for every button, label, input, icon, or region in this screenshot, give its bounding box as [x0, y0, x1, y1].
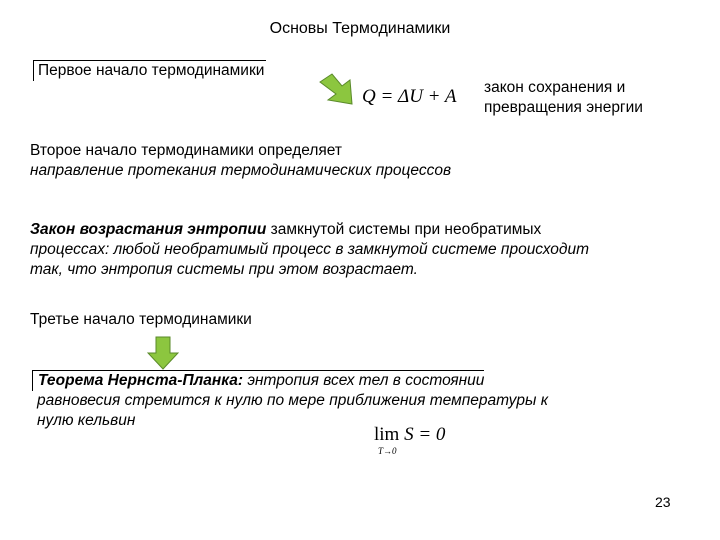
theorem-line2: равновесия стремится к нулю по мере приближения температуры к — [37, 392, 549, 409]
second-law-heading-rest: определяет — [253, 142, 342, 159]
first-law-note-line1: закон сохранения и — [484, 79, 626, 96]
theorem-term: Теорема Нернста-Планка: — [38, 372, 244, 389]
second-law-heading: Второе начало термодинамики — [30, 142, 254, 159]
second-law-line1 — [30, 141, 342, 161]
entropy-law-rest: замкнутой системы при необратимых — [266, 221, 542, 238]
third-law-heading: Третье начало термодинамики — [30, 311, 252, 328]
entropy-law-line2: процессах: любой необратимый процесс в замкнутой системе происходит — [30, 241, 590, 258]
entropy-law-line3: так, что энтропия системы при этом возрастает. — [30, 261, 418, 278]
page-title: Основы Термодинамики — [269, 20, 451, 37]
nernst-formula — [374, 424, 445, 446]
second-law-line2: направление протекания термодинамических процессов — [30, 162, 452, 179]
page-number: 23 — [655, 494, 671, 510]
nernst-formula-lim: lim — [374, 424, 400, 445]
entropy-law-term: Закон возрастания энтропии — [30, 221, 267, 238]
entropy-law-line1 — [30, 220, 541, 240]
theorem-rest: энтропия всех тел в состоянии — [243, 372, 485, 389]
arrow-down-right-icon — [316, 70, 360, 110]
first-law-heading: Первое начало термодинамики — [33, 60, 266, 81]
first-law-formula: Q = ΔU + A — [362, 86, 457, 107]
theorem-line1 — [32, 370, 484, 391]
nernst-formula-subscript: T→0 — [378, 446, 397, 456]
first-law-note-line2: превращения энергии — [484, 99, 643, 116]
theorem-line3: нулю кельвин — [37, 412, 136, 429]
arrow-down-icon — [147, 336, 179, 370]
nernst-formula-expr: S = 0 — [404, 424, 446, 445]
